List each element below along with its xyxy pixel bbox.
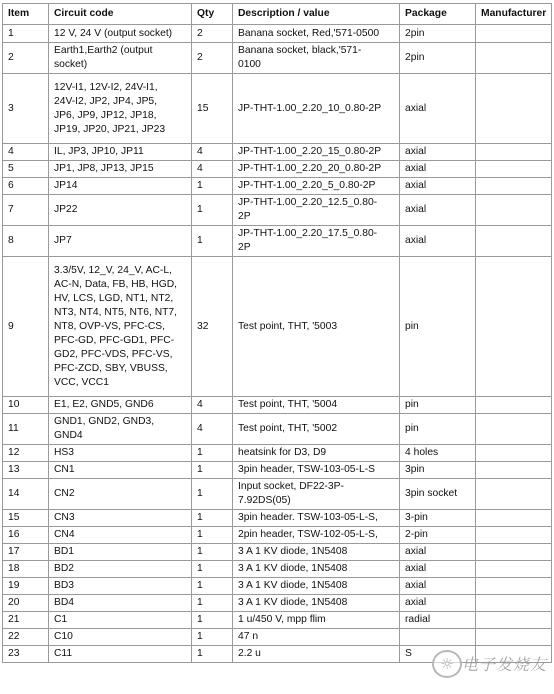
cell-item: 4 (3, 144, 49, 161)
cell-circuit-code: HS3 (49, 445, 192, 462)
cell-description: 3 A 1 KV diode, 1N5408 (233, 561, 400, 578)
cell-package: 2pin (400, 25, 476, 43)
cell-manufacturer (476, 144, 552, 161)
cell-circuit-code: C10 (49, 629, 192, 646)
cell-qty: 4 (192, 161, 233, 178)
cell-description: Input socket, DF22-3P- 7.92DS(05) (233, 479, 400, 510)
cell-description: Test point, THT, '5002 (233, 414, 400, 445)
cell-manufacturer (476, 445, 552, 462)
table-row (3, 161, 552, 178)
header-description: Description / value (233, 4, 400, 25)
cell-qty: 1 (192, 462, 233, 479)
cell-manufacturer (476, 43, 552, 74)
cell-item: 2 (3, 43, 49, 74)
table-row (3, 74, 552, 144)
cell-manufacturer (476, 178, 552, 195)
cell-package (400, 629, 476, 646)
cell-package: axial (400, 226, 476, 257)
cell-package: S (400, 646, 476, 663)
cell-package: axial (400, 195, 476, 226)
cell-circuit-code: BD3 (49, 578, 192, 595)
bom-body (3, 25, 552, 663)
cell-manufacturer (476, 544, 552, 561)
cell-manufacturer (476, 397, 552, 414)
cell-package: axial (400, 544, 476, 561)
cell-item: 17 (3, 544, 49, 561)
cell-manufacturer (476, 25, 552, 43)
cell-qty: 1 (192, 561, 233, 578)
cell-item: 20 (3, 595, 49, 612)
table-row (3, 226, 552, 257)
table-row (3, 612, 552, 629)
cell-description: 3 A 1 KV diode, 1N5408 (233, 578, 400, 595)
cell-package: axial (400, 561, 476, 578)
cell-item: 18 (3, 561, 49, 578)
table-row (3, 25, 552, 43)
cell-circuit-code: CN4 (49, 527, 192, 544)
cell-package: axial (400, 144, 476, 161)
cell-manufacturer (476, 462, 552, 479)
cell-manufacturer (476, 414, 552, 445)
cell-item: 11 (3, 414, 49, 445)
cell-qty: 1 (192, 595, 233, 612)
table-row (3, 462, 552, 479)
cell-item: 16 (3, 527, 49, 544)
cell-manufacturer (476, 561, 552, 578)
cell-circuit-code: BD1 (49, 544, 192, 561)
cell-description: 2pin header, TSW-102-05-L-S, (233, 527, 400, 544)
cell-qty: 1 (192, 510, 233, 527)
cell-circuit-code: C11 (49, 646, 192, 663)
cell-circuit-code: C1 (49, 612, 192, 629)
header-qty: Qty (192, 4, 233, 25)
cell-circuit-code: JP22 (49, 195, 192, 226)
cell-package: axial (400, 178, 476, 195)
cell-qty: 1 (192, 479, 233, 510)
cell-manufacturer (476, 226, 552, 257)
cell-package: axial (400, 578, 476, 595)
cell-package: radial (400, 612, 476, 629)
cell-item: 10 (3, 397, 49, 414)
cell-circuit-code: 12V-I1, 12V-I2, 24V-I1, 24V-I2, JP2, JP4, JP5, JP6, JP9, JP12, JP18, JP19, JP20, JP21, JP23 (49, 74, 192, 144)
cell-description: Test point, THT, '5003 (233, 257, 400, 397)
cell-qty: 4 (192, 144, 233, 161)
cell-qty: 1 (192, 544, 233, 561)
cell-qty: 1 (192, 629, 233, 646)
header-item: Item (3, 4, 49, 25)
cell-qty: 1 (192, 226, 233, 257)
header-circuit-code: Circuit code (49, 4, 192, 25)
cell-description: JP-THT-1.00_2.20_5_0.80-2P (233, 178, 400, 195)
cell-item: 14 (3, 479, 49, 510)
cell-qty: 15 (192, 74, 233, 144)
cell-description: JP-THT-1.00_2.20_12.5_0.80- 2P (233, 195, 400, 226)
cell-circuit-code: E1, E2, GND5, GND6 (49, 397, 192, 414)
cell-manufacturer (476, 74, 552, 144)
cell-item: 23 (3, 646, 49, 663)
cell-description: JP-THT-1.00_2.20_17.5_0.80- 2P (233, 226, 400, 257)
cell-manufacturer (476, 578, 552, 595)
cell-package: pin (400, 414, 476, 445)
cell-description: 3pin header. TSW-103-05-L-S, (233, 510, 400, 527)
cell-description: Banana socket, Red,'571-0500 (233, 25, 400, 43)
cell-package: axial (400, 161, 476, 178)
cell-qty: 1 (192, 178, 233, 195)
cell-description: 47 n (233, 629, 400, 646)
table-row (3, 414, 552, 445)
cell-item: 15 (3, 510, 49, 527)
cell-qty: 4 (192, 397, 233, 414)
cell-qty: 1 (192, 612, 233, 629)
cell-qty: 2 (192, 43, 233, 74)
cell-circuit-code: JP7 (49, 226, 192, 257)
table-row (3, 445, 552, 462)
cell-manufacturer (476, 257, 552, 397)
table-row (3, 561, 552, 578)
cell-item: 3 (3, 74, 49, 144)
cell-description: JP-THT-1.00_2.20_10_0.80-2P (233, 74, 400, 144)
table-row (3, 178, 552, 195)
table-row (3, 544, 552, 561)
cell-qty: 4 (192, 414, 233, 445)
cell-item: 9 (3, 257, 49, 397)
cell-package: 2pin (400, 43, 476, 74)
cell-description: JP-THT-1.00_2.20_20_0.80-2P (233, 161, 400, 178)
header-manufacturer: Manufacturer (476, 4, 552, 25)
cell-description: 3pin header, TSW-103-05-L-S (233, 462, 400, 479)
cell-circuit-code: CN2 (49, 479, 192, 510)
table-row (3, 646, 552, 663)
cell-manufacturer (476, 161, 552, 178)
table-row (3, 629, 552, 646)
cell-circuit-code: 12 V, 24 V (output socket) (49, 25, 192, 43)
cell-item: 5 (3, 161, 49, 178)
cell-qty: 1 (192, 646, 233, 663)
table-row (3, 397, 552, 414)
table-row (3, 144, 552, 161)
cell-item: 7 (3, 195, 49, 226)
cell-description: heatsink for D3, D9 (233, 445, 400, 462)
cell-package: 3pin (400, 462, 476, 479)
cell-package: 2-pin (400, 527, 476, 544)
cell-package: axial (400, 74, 476, 144)
cell-qty: 1 (192, 527, 233, 544)
cell-manufacturer (476, 510, 552, 527)
watermark-logo-icon: ☼ (432, 650, 462, 678)
cell-qty: 1 (192, 578, 233, 595)
cell-qty: 1 (192, 195, 233, 226)
cell-package: 4 holes (400, 445, 476, 462)
cell-manufacturer (476, 527, 552, 544)
cell-qty: 2 (192, 25, 233, 43)
cell-circuit-code: BD2 (49, 561, 192, 578)
cell-manufacturer (476, 629, 552, 646)
table-row (3, 43, 552, 74)
cell-manufacturer (476, 612, 552, 629)
cell-description: Banana socket, black,'571- 0100 (233, 43, 400, 74)
cell-item: 22 (3, 629, 49, 646)
cell-manufacturer (476, 646, 552, 663)
cell-description: Test point, THT, '5004 (233, 397, 400, 414)
cell-package: axial (400, 595, 476, 612)
cell-item: 6 (3, 178, 49, 195)
cell-circuit-code: GND1, GND2, GND3, GND4 (49, 414, 192, 445)
header-package: Package (400, 4, 476, 25)
cell-item: 8 (3, 226, 49, 257)
cell-circuit-code: CN1 (49, 462, 192, 479)
table-row (3, 195, 552, 226)
cell-circuit-code: JP1, JP8, JP13, JP15 (49, 161, 192, 178)
table-row (3, 527, 552, 544)
cell-description: 3 A 1 KV diode, 1N5408 (233, 595, 400, 612)
table-row (3, 595, 552, 612)
cell-description: 3 A 1 KV diode, 1N5408 (233, 544, 400, 561)
cell-item: 1 (3, 25, 49, 43)
cell-manufacturer (476, 195, 552, 226)
cell-item: 13 (3, 462, 49, 479)
bom-table-container (2, 3, 551, 663)
cell-package: 3pin socket (400, 479, 476, 510)
cell-circuit-code: CN3 (49, 510, 192, 527)
cell-item: 19 (3, 578, 49, 595)
bom-table (2, 3, 552, 663)
cell-circuit-code: BD4 (49, 595, 192, 612)
cell-description: JP-THT-1.00_2.20_15_0.80-2P (233, 144, 400, 161)
table-row (3, 578, 552, 595)
cell-description: 1 u/450 V, mpp flim (233, 612, 400, 629)
header-row (3, 4, 552, 25)
cell-description: 2.2 u (233, 646, 400, 663)
cell-circuit-code: IL, JP3, JP10, JP11 (49, 144, 192, 161)
table-row (3, 257, 552, 397)
cell-package: pin (400, 257, 476, 397)
cell-circuit-code: 3.3/5V, 12_V, 24_V, AC-L, AC-N, Data, FB, HB, HGD, HV, LCS, LGD, NT1, NT2, NT3, NT4, NT5, NT6, NT7, NT8, OVP-VS, PFC-CS, PFC-GD, PFC-GD1, PFC- GD2, PFC-VDS, PFC-VS, PFC-ZCD, SBY, VBUSS, VCC, VCC1 (49, 257, 192, 397)
cell-manufacturer (476, 595, 552, 612)
cell-item: 21 (3, 612, 49, 629)
cell-item: 12 (3, 445, 49, 462)
cell-circuit-code: JP14 (49, 178, 192, 195)
cell-package: pin (400, 397, 476, 414)
watermark-text: 电子发烧友 (462, 655, 548, 674)
table-row (3, 479, 552, 510)
table-row (3, 510, 552, 527)
cell-qty: 32 (192, 257, 233, 397)
cell-circuit-code: Earth1,Earth2 (output socket) (49, 43, 192, 74)
cell-manufacturer (476, 479, 552, 510)
cell-qty: 1 (192, 445, 233, 462)
cell-package: 3-pin (400, 510, 476, 527)
